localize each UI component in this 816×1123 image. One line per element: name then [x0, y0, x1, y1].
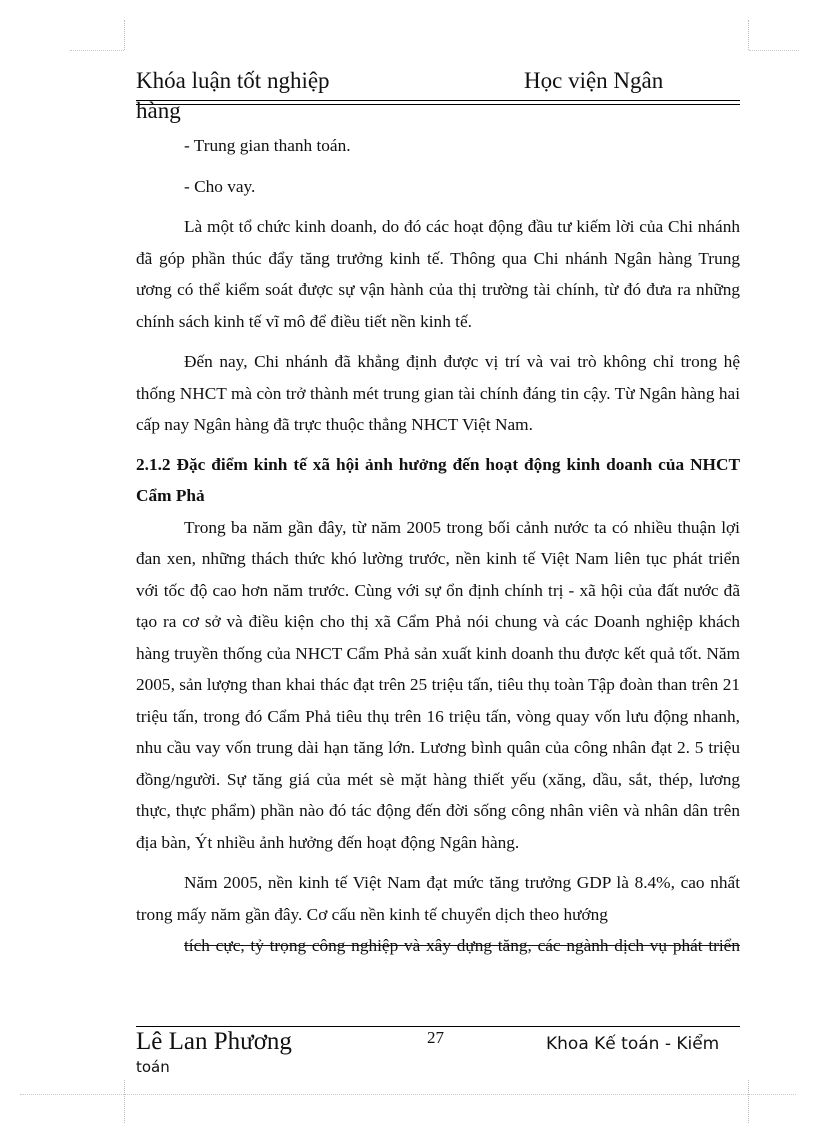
paragraph-position: Đến nay, Chi nhánh đã khẳng định được vị trí và vai trò không chỉ trong hệ thống NHCT mà còn trở thành mét trung gian tài chính đáng tin cậy. Từ Ngân hàng hai cấp nay Ngân hàng đã trực thuộc thẳng NHCT Việt Nam. — [136, 352, 740, 434]
page-margin-guide — [749, 50, 799, 51]
paragraph-gdp-text: Năm 2005, nền kinh tế Việt Nam đạt mức tăng trưởng GDP là 8.4%, cao nhất trong mấy năm gần đây. Cơ cấu nền kinh tế chuyển dịch theo hướng — [136, 873, 740, 924]
footer-author: Lê Lan Phương — [136, 1028, 292, 1055]
page-number: 27 — [427, 1028, 444, 1047]
page-margin-guide — [124, 20, 126, 50]
paragraph-business-role: Là một tổ chức kinh doanh, do đó các hoạt động đầu tư kiếm lời của Chi nhánh đã góp phần thúc đẩy tăng trưởng kinh tế. Thông qua Chi nhánh Ngân hàng Trung ương có thể kiểm soát được sự vận hành của thị trường tài chính, từ đó đưa ra những chính sách kinh tế vĩ mô để điều tiết nền kinh tế. — [136, 217, 740, 331]
footer-faculty: Khoa Kế toán - Kiểm — [546, 1034, 720, 1054]
footer-rule — [136, 1026, 740, 1027]
section-heading: 2.1.2 Đặc điểm kinh tế xã hội ảnh hưởng đến hoạt động kinh doanh của NHCT Cẩm Phả — [136, 454, 740, 505]
page-margin-guide — [748, 1080, 750, 1123]
list-item-lending: - Cho vay. — [184, 176, 256, 196]
page-margin-guide — [70, 50, 124, 51]
header-thesis-title: Khóa luận tốt nghiệp — [136, 68, 330, 93]
paragraph-gdp-growth — [136, 867, 740, 962]
cut-off-line: tích cực, tỷ trọng công nghiệp và xây dựng tăng, các ngành dịch vụ phát triển — [184, 936, 740, 955]
page-body — [136, 130, 740, 962]
page-margin-guide — [124, 1080, 126, 1123]
header-rule — [136, 100, 740, 101]
header-rule — [136, 104, 740, 105]
page-boundary-guide — [20, 1094, 796, 1095]
list-item-payment: - Trung gian thanh toán. — [184, 136, 351, 155]
footer-faculty-wrap: toán — [136, 1058, 170, 1076]
paragraph-economic-context: Trong ba năm gần đây, từ năm 2005 trong bối cảnh nước ta có nhiều thuận lợi đan xen, những thách thức khó lường trước, nền kinh tế Việt Nam liên tục phát triển với tốc độ cao hơn năm trước. Cùng với sự ổn định chính trị - xã hội của đất nước đã tạo ra cơ sở và điều kiện cho thị xã Cẩm Phả nói chung và các Doanh nghiệp khách hàng truyền thống của NHCT Cẩm Phả sản xuất kinh doanh thu được kết quả tốt. Năm 2005, sản lượng than khai thác đạt trên 25 triệu tấn, tiêu thụ toàn Tập đoàn than trên 21 triệu tấn, trong đó Cẩm Phả tiêu thụ trên 16 triệu tấn, vòng quay vốn lưu động nhanh, nhu cầu vay vốn trung dài hạn tăng lớn. Lương bình quân của công nhân đạt 2. 5 triệu đồng/người. Sự tăng giá của mét sè mặt hàng thiết yếu (xăng, dầu, sắt, thép, lương thực, thực phẩm) phần nào đó tác động đến đời sống công nhân viên và nhân dân trên địa bàn, Ýt nhiều ảnh hưởng đến hoạt động Ngân hàng. — [136, 517, 740, 852]
page-margin-guide — [748, 20, 750, 50]
header-institution-wrap: hàng — [136, 98, 181, 123]
header-institution: Học viện Ngân — [524, 68, 664, 93]
